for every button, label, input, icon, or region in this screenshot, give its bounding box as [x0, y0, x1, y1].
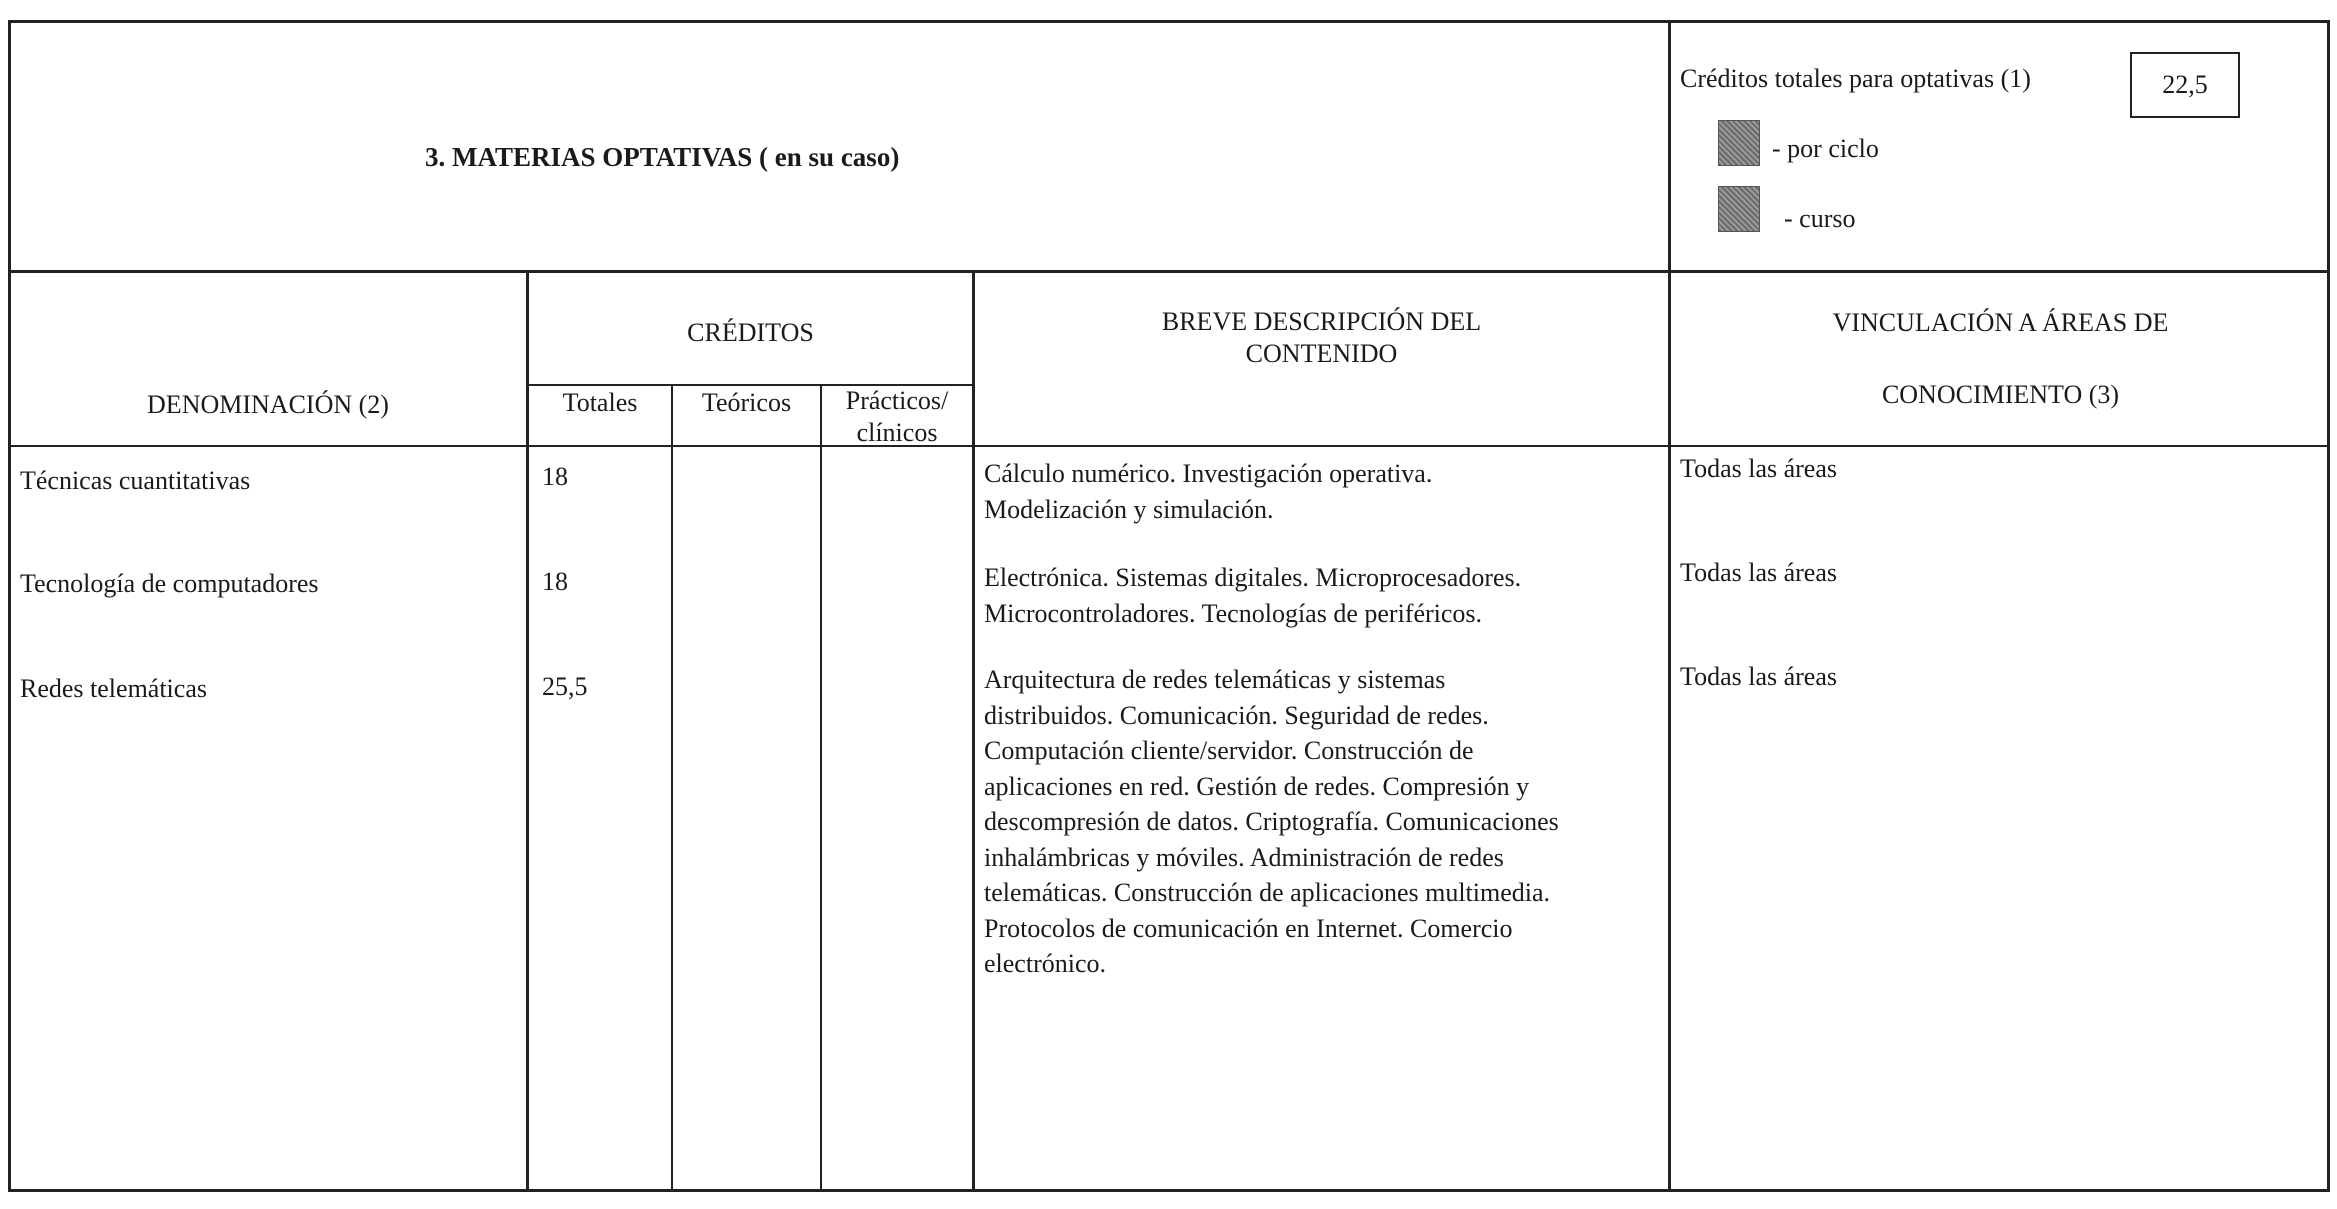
row-2-totales: 18	[542, 567, 568, 596]
col-totales-header: Totales	[562, 388, 638, 417]
credits-label: Créditos totales para optativas (1)	[1680, 64, 2031, 93]
col-denominacion-header: DENOMINACIÓN (2)	[147, 390, 389, 419]
row-3-desc-line: distribuidos. Comunicación. Seguridad de redes.	[984, 700, 1489, 730]
col-creditos-header: CRÉDITOS	[687, 318, 814, 347]
row-1-totales: 18	[542, 462, 568, 491]
row-2-description	[984, 560, 1521, 631]
col-vinculacion-header-line2: CONOCIMIENTO (3)	[1881, 380, 2120, 409]
row-1-description	[984, 456, 1432, 527]
row-1-areas: Todas las áreas	[1680, 454, 1838, 483]
row-3-desc-line: inhalámbricas y móviles. Administración de redes	[984, 842, 1504, 872]
column-header-divider	[8, 445, 2330, 447]
row-3-desc-line: descompresión de datos. Criptografía. Comunicaciones	[984, 807, 1559, 836]
row-3-name: Redes telemáticas	[20, 674, 207, 703]
row-3-desc-line: Protocolos de comunicación en Internet. Comercio	[984, 913, 1513, 943]
row-3-areas: Todas las áreas	[1680, 662, 1838, 691]
row-3-desc-line: aplicaciones en red. Gestión de redes. Compresión y	[984, 771, 1530, 801]
divider-teoricos	[820, 384, 822, 1192]
per-course-label: - curso	[1784, 204, 1856, 233]
col-vinculacion-header-line1: VINCULACIÓN A ÁREAS DE	[1832, 308, 2169, 337]
col-descripcion-header-line2: CONTENIDO	[1245, 339, 1398, 368]
per-cycle-checkbox[interactable]	[1718, 120, 1760, 166]
col-teoricos-header: Teóricos	[701, 388, 792, 417]
col-practicos-header-line1: Prácticos/	[845, 386, 949, 415]
row-3-desc-line: telemáticas. Construcción de aplicaciones multimedia.	[984, 878, 1551, 907]
row-3-desc-line: electrónico.	[984, 949, 1106, 978]
credits-value: 22,5	[2162, 70, 2208, 99]
row-2-desc-line: Microcontroladores. Tecnologías de periféricos.	[984, 598, 1483, 628]
row-1-desc-line: Cálculo numérico. Investigación operativa.	[984, 459, 1433, 488]
divider-right-column	[1668, 20, 1671, 1192]
row-3-desc-line: Arquitectura de redes telemáticas y sistemas	[984, 665, 1446, 694]
divider-creditos	[972, 270, 975, 1192]
per-cycle-label: - por ciclo	[1772, 134, 1879, 163]
row-2-desc-line: Electrónica. Sistemas digitales. Microprocesadores.	[984, 563, 1522, 592]
row-1-desc-line: Modelización y simulación.	[984, 494, 1274, 524]
per-course-checkbox[interactable]	[1718, 186, 1760, 232]
row-2-name: Tecnología de computadores	[20, 569, 319, 598]
divider-totales	[671, 384, 673, 1192]
row-2-areas: Todas las áreas	[1680, 558, 1838, 587]
row-3-totales: 25,5	[542, 672, 588, 701]
row-1-name: Técnicas cuantitativas	[20, 466, 251, 495]
col-descripcion-header-line1: BREVE DESCRIPCIÓN DEL	[1161, 307, 1482, 336]
section-title: 3. MATERIAS OPTATIVAS ( en su caso)	[425, 142, 900, 172]
header-divider	[8, 270, 2330, 273]
row-3-desc-line: Computación cliente/servidor. Construcción de	[984, 736, 1474, 765]
col-practicos-header-line2: clínicos	[856, 418, 938, 447]
row-3-description	[984, 662, 1559, 982]
